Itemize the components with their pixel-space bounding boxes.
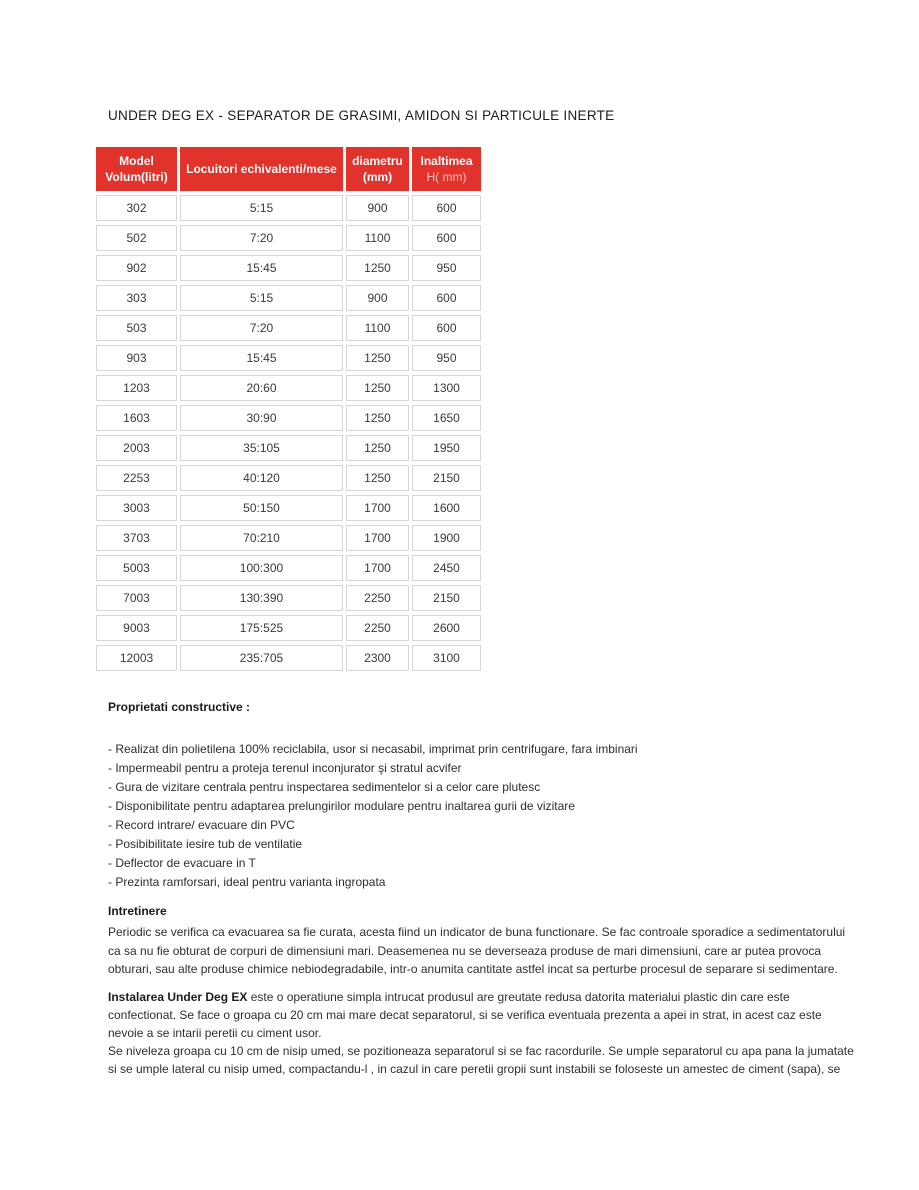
cell-model: 12003: [96, 645, 177, 671]
cell-model: 902: [96, 255, 177, 281]
installation-lead: Instalarea Under Deg EX: [108, 990, 248, 1004]
header-line: Inaltimea: [420, 154, 473, 168]
cell-locuitori: 175:525: [180, 615, 343, 641]
cell-diametru: 1700: [346, 555, 409, 581]
cell-diametru: 1250: [346, 375, 409, 401]
cell-model: 302: [96, 195, 177, 221]
bullet-item: - Realizat din polietilena 100% reciclabila, usor si necasabil, imprimat prin centrifugare, fara imbinari: [108, 742, 638, 756]
section-heading: Proprietati constructive :: [108, 700, 251, 714]
cell-locuitori: 7:20: [180, 225, 343, 251]
header-line: (mm): [362, 170, 393, 184]
header-line: diametru: [352, 154, 403, 168]
cell-diametru: 900: [346, 285, 409, 311]
table-row: [96, 585, 481, 611]
table-row: [96, 435, 481, 461]
table-row: [96, 555, 481, 581]
bullet-item: - Posibibilitate iesire tub de ventilatie: [108, 837, 303, 851]
cell-model: 1603: [96, 405, 177, 431]
cell-diametru: 1250: [346, 435, 409, 461]
cell-locuitori: 35:105: [180, 435, 343, 461]
cell-locuitori: 100:300: [180, 555, 343, 581]
cell-diametru: 2300: [346, 645, 409, 671]
header-line: Model: [119, 154, 154, 168]
cell-diametru: 1250: [346, 405, 409, 431]
cell-locuitori: 30:90: [180, 405, 343, 431]
installation-body: este o operatiune simpla intrucat produsul are greutate redusa datorita materialui plastic din care este confectionat. Se face o groapa cu 20 cm mai mare decat separatorul, si se verifica eventuala prezenta a apei in strat, in acest caz este nevoie a se intarii peretii cu ciment usor. Se niveleza groapa cu 10 cm de nisip umed, se pozitioneaza separatorul si se fac racordurile. Se umple separatorul cu apa pana la jumatate si se umple lateral cu nisip umed, compactandu-l , in cazul in care peretii gropii sunt instabili se foloseste un amestec de ciment (sapa), se: [108, 990, 854, 1076]
installation-paragraph: [108, 988, 913, 1078]
bullet-list: [108, 740, 638, 892]
cell-locuitori: 20:60: [180, 375, 343, 401]
cell-diametru: 1100: [346, 225, 409, 251]
cell-diametru: 1700: [346, 525, 409, 551]
table-row: [96, 645, 481, 671]
cell-diametru: 2250: [346, 615, 409, 641]
cell-model: 502: [96, 225, 177, 251]
cell-locuitori: 5:15: [180, 195, 343, 221]
spec-table: [96, 147, 481, 671]
table-row: [96, 465, 481, 491]
cell-inaltimea: 1900: [412, 525, 481, 551]
table-header-row: [96, 147, 481, 191]
section-maintenance: [108, 903, 913, 979]
cell-locuitori: 70:210: [180, 525, 343, 551]
section-heading: Intretinere: [108, 904, 167, 918]
table-row: [96, 495, 481, 521]
cell-diametru: 1250: [346, 345, 409, 371]
table-row: [96, 525, 481, 551]
cell-inaltimea: 950: [412, 345, 481, 371]
column-header-diametru: [346, 147, 409, 191]
cell-inaltimea: 1600: [412, 495, 481, 521]
cell-model: 3003: [96, 495, 177, 521]
table-row: [96, 405, 481, 431]
table-row: [96, 195, 481, 221]
section-installation: [108, 988, 913, 1078]
cell-model: 2253: [96, 465, 177, 491]
table-row: [96, 615, 481, 641]
cell-diametru: 1100: [346, 315, 409, 341]
cell-model: 303: [96, 285, 177, 311]
cell-locuitori: 50:150: [180, 495, 343, 521]
bullet-item: - Deflector de evacuare in T: [108, 856, 256, 870]
table-row: [96, 375, 481, 401]
cell-inaltimea: 1950: [412, 435, 481, 461]
cell-inaltimea: 950: [412, 255, 481, 281]
cell-model: 903: [96, 345, 177, 371]
cell-diametru: 1250: [346, 255, 409, 281]
cell-locuitori: 7:20: [180, 315, 343, 341]
cell-inaltimea: 2150: [412, 585, 481, 611]
bullet-item: - Record intrare/ evacuare din PVC: [108, 818, 295, 832]
table-row: [96, 225, 481, 251]
column-header-locuitori: [180, 147, 343, 191]
cell-inaltimea: 2150: [412, 465, 481, 491]
bullet-item: - Disponibilitate pentru adaptarea prelungirilor modulare pentru inaltarea gurii de vizitare: [108, 799, 575, 813]
cell-model: 503: [96, 315, 177, 341]
header-line: Volum(litri): [105, 170, 168, 184]
page-title: UNDER DEG EX - SEPARATOR DE GRASIMI, AMIDON SI PARTICULE INERTE: [108, 108, 615, 123]
header-line: Locuitori echivalenti/mese: [186, 162, 337, 176]
cell-locuitori: 235:705: [180, 645, 343, 671]
cell-inaltimea: 600: [412, 195, 481, 221]
cell-diametru: 900: [346, 195, 409, 221]
cell-diametru: 2250: [346, 585, 409, 611]
cell-locuitori: 15:45: [180, 345, 343, 371]
column-header-model-volum: [96, 147, 177, 191]
bullet-item: - Impermeabil pentru a proteja terenul inconjurator şi stratul acvifer: [108, 761, 462, 775]
cell-locuitori: 15:45: [180, 255, 343, 281]
cell-inaltimea: 600: [412, 315, 481, 341]
table-body: [96, 195, 481, 671]
cell-locuitori: 5:15: [180, 285, 343, 311]
cell-model: 3703: [96, 525, 177, 551]
cell-inaltimea: 1300: [412, 375, 481, 401]
cell-locuitori: 40:120: [180, 465, 343, 491]
cell-model: 9003: [96, 615, 177, 641]
table-row: [96, 345, 481, 371]
cell-inaltimea: 600: [412, 285, 481, 311]
table-row: [96, 255, 481, 281]
cell-inaltimea: 600: [412, 225, 481, 251]
header-line: H( mm): [426, 170, 467, 184]
column-header-inaltimea: [412, 147, 481, 191]
cell-model: 7003: [96, 585, 177, 611]
cell-inaltimea: 3100: [412, 645, 481, 671]
table-row: [96, 285, 481, 311]
cell-model: 5003: [96, 555, 177, 581]
bullet-item: - Prezinta ramforsari, ideal pentru varianta ingropata: [108, 875, 386, 889]
cell-diametru: 1700: [346, 495, 409, 521]
cell-inaltimea: 1650: [412, 405, 481, 431]
cell-model: 1203: [96, 375, 177, 401]
cell-diametru: 1250: [346, 465, 409, 491]
cell-inaltimea: 2450: [412, 555, 481, 581]
bullet-item: - Gura de vizitare centrala pentru inspectarea sedimentelor si a celor care plutesc: [108, 780, 541, 794]
cell-locuitori: 130:390: [180, 585, 343, 611]
table-row: [96, 315, 481, 341]
maintenance-paragraph: Periodic se verifica ca evacuarea sa fie curata, acesta fiind un indicator de buna functionare. Se fac controale sporadice a sedimentatorului ca sa nu fie obturat de corpuri de dimensiuni mari. Deasemenea nu se deverseaza produse de mari dimensiuni, care ar putea provoca obturari, sau alte produse chimice nebiodegradabile, intr-o anumita cantitate astfel incat sa perturbe procesul de separare si sedimentare.: [108, 925, 846, 976]
cell-inaltimea: 2600: [412, 615, 481, 641]
cell-model: 2003: [96, 435, 177, 461]
section-constructive-properties: [108, 699, 638, 892]
